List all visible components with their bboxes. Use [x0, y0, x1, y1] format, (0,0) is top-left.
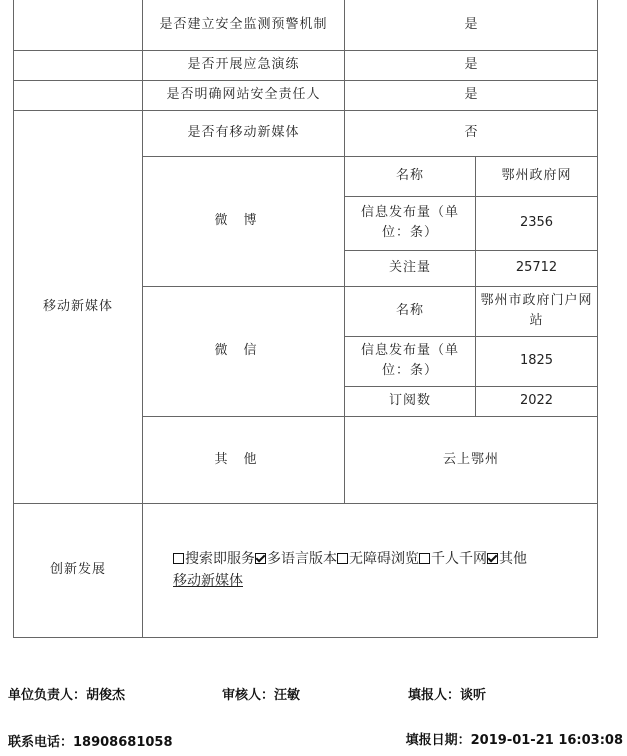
responsible-value: 是 [345, 80, 598, 110]
monitor-label: 是否建立安全监测预警机制 [143, 0, 345, 50]
other-value: 云上鄂州 [345, 416, 598, 503]
drill-value: 是 [345, 50, 598, 80]
checkbox-unchecked-icon[interactable] [173, 553, 184, 564]
has-new-media-value: 否 [345, 110, 598, 156]
phone-text: 联系电话：18908681058 [8, 735, 173, 750]
leader-text: 单位负责人：胡俊杰 [8, 688, 126, 703]
option-other[interactable]: 其他 [487, 551, 527, 567]
wechat-name-value: 鄂州市政府门户网站 [476, 286, 598, 336]
date-text: 填报日期：2019-01-21 16:03:08 [405, 733, 623, 748]
innovation-options [143, 503, 598, 637]
weibo-label: 微博 [143, 156, 345, 286]
option-accessibility[interactable]: 无障碍浏览 [337, 551, 419, 567]
option-personalized[interactable]: 千人千网 [419, 551, 487, 567]
other-detail-text: 移动新媒体 [173, 573, 243, 589]
wechat-name-label: 名称 [345, 286, 476, 336]
monitor-value: 是 [345, 0, 598, 50]
responsible-label: 是否明确网站安全责任人 [143, 80, 345, 110]
report-table [13, 0, 598, 638]
checkbox-checked-icon[interactable] [487, 553, 498, 564]
weibo-name-value: 鄂州政府网 [476, 156, 598, 196]
drill-label: 是否开展应急演练 [143, 50, 345, 80]
checkbox-unchecked-icon[interactable] [337, 553, 348, 564]
innovation-section-label: 创新发展 [14, 503, 143, 637]
wechat-posts-label: 信息发布量（单位：条） [345, 336, 476, 386]
other-label: 其他 [143, 416, 345, 503]
wechat-subs-value: 2022 [476, 386, 598, 416]
option-search-service[interactable]: 搜索即服务 [173, 551, 255, 567]
weibo-followers-label: 关注量 [345, 250, 476, 286]
weibo-followers-value: 25712 [476, 250, 598, 286]
empty-cell [14, 50, 143, 80]
empty-cell [14, 80, 143, 110]
weibo-posts-value: 2356 [476, 196, 598, 250]
checkbox-unchecked-icon[interactable] [419, 553, 430, 564]
weibo-posts-label: 信息发布量（单位：条） [345, 196, 476, 250]
wechat-label: 微信 [143, 286, 345, 416]
option-multilingual[interactable]: 多语言版本 [255, 551, 337, 567]
wechat-posts-value: 1825 [476, 336, 598, 386]
wechat-subs-label: 订阅数 [345, 386, 476, 416]
reviewer-text: 审核人：汪敏 [222, 688, 301, 703]
has-new-media-label: 是否有移动新媒体 [143, 110, 345, 156]
mobile-section-label: 移动新媒体 [14, 110, 143, 503]
filler-text: 填报人：谈听 [408, 688, 487, 703]
checkbox-checked-icon[interactable] [255, 553, 266, 564]
weibo-name-label: 名称 [345, 156, 476, 196]
empty-cell [14, 0, 143, 50]
